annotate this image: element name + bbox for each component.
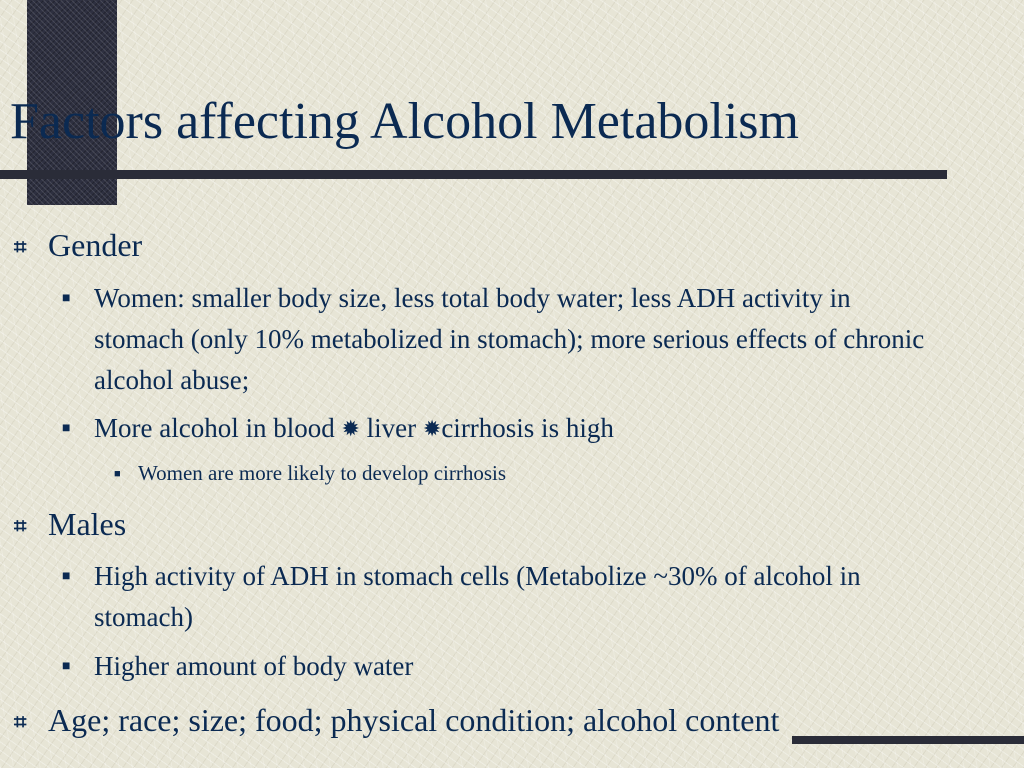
point-text: High activity of ADH in stomach cells (Metabolize ~30% of alcohol in stomach) xyxy=(94,561,861,632)
slide-title: Factors affecting Alcohol Metabolism xyxy=(10,93,799,150)
subpoint-cirrhosis xyxy=(114,460,506,487)
bullet-gender xyxy=(14,226,142,266)
point-adh-activity xyxy=(62,556,942,638)
title-divider xyxy=(0,170,947,179)
heading-males: Males xyxy=(48,506,127,542)
point-body-water xyxy=(62,646,942,687)
heading-other-factors: Age; race; size; food; physical condition; alcohol content xyxy=(48,702,780,738)
hash-bullet-icon: ⌗ xyxy=(14,513,27,538)
text-part: More alcohol in blood xyxy=(94,413,335,443)
square-bullet-icon: ■ xyxy=(114,468,121,480)
square-bullet-icon: ■ xyxy=(62,659,71,674)
hash-bullet-icon: ⌗ xyxy=(14,234,27,259)
text-part: liver xyxy=(366,413,417,443)
square-bullet-icon: ■ xyxy=(62,569,71,584)
point-text: Women: smaller body size, less total body water; less ADH activity in stomach (only 10% metabolized in stomach); more serious effects of chronic alcohol abuse; xyxy=(94,283,925,395)
starburst-arrow-icon: ✹ xyxy=(341,416,360,441)
heading-gender: Gender xyxy=(48,227,143,263)
text-part: cirrhosis is high xyxy=(441,413,614,443)
subpoint-text: Women are more likely to develop cirrhosis xyxy=(138,461,507,485)
point-text xyxy=(94,408,942,449)
starburst-arrow-icon: ✹ xyxy=(422,416,442,441)
square-bullet-icon: ■ xyxy=(62,291,71,306)
point-alcohol-blood xyxy=(62,408,942,449)
square-bullet-icon: ■ xyxy=(62,421,71,436)
footer-divider xyxy=(792,736,1024,744)
hash-bullet-icon: ⌗ xyxy=(14,709,27,734)
bullet-males xyxy=(14,505,126,545)
bullet-other-factors xyxy=(14,701,779,741)
point-women-body xyxy=(62,278,942,401)
point-text: Higher amount of body water xyxy=(94,651,414,681)
